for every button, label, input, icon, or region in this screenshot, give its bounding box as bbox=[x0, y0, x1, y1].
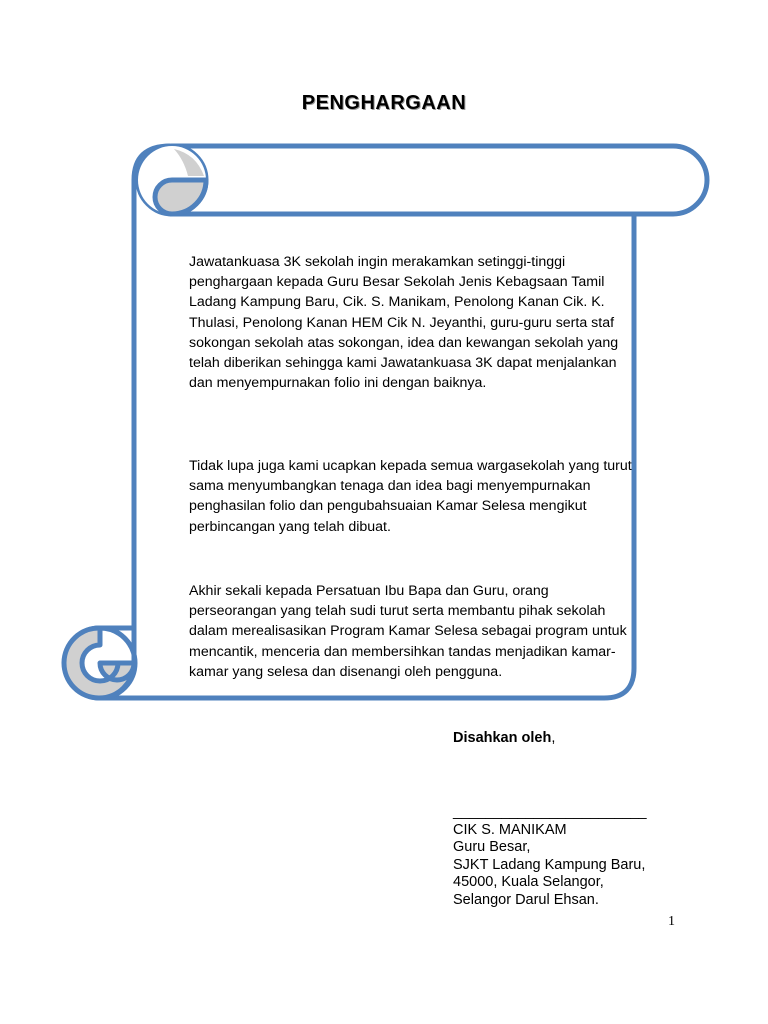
address-line-3: Selangor Darul Ehsan. bbox=[453, 891, 599, 908]
address-line-1: SJKT Ladang Kampung Baru, bbox=[453, 856, 646, 873]
paragraph-2: Tidak lupa juga kami ucapkan kepada semua wargasekolah yang turut sama menyumbangkan tenaga dan idea bagi menyempurnakan penghasilan folio dan pengubahsuaian Kamar Selesa mengikut perbincangan yang telah dibuat. bbox=[189, 458, 632, 535]
paragraph-1: Jawatankuasa 3K sekolah ingin merakamkan setinggi-tinggi penghargaan kepada Guru Besar Sekolah Jenis Kebagsaan Tamil Ladang Kampung Baru, Cik. S. Manikam, Penolong Kanan Cik. K. Thulasi, Penolong Kanan HEM Cik N. Jeyanthi, guru-guru serta staf sokongan sekolah atas sokongan, idea dan kewangan sekolah yang telah diberikan sehingga kami Jawatankuasa 3K dapat menjalankan dan menyempurnakan folio ini dengan baiknya. bbox=[189, 254, 619, 392]
signatory-name: CIK S. MANIKAM bbox=[453, 821, 567, 838]
paragraph-3: Akhir sekali kepada Persatuan Ibu Bapa dan Guru, orang perseorangan yang telah sudi turut serta membantu pihak sekolah dalam merealisasikan Program Kamar Selesa sebagai program untuk mencantik, menceria dan membersihkan tandas menjadikan kamar-kamar yang selesa dan disenangi oleh pengguna. bbox=[189, 583, 627, 680]
approval-label-bold: Disahkan oleh bbox=[453, 730, 552, 746]
signatory-position: Guru Besar, bbox=[453, 839, 531, 855]
signature-line: ________________________ bbox=[453, 804, 647, 820]
page-number: 1 bbox=[668, 914, 675, 929]
scroll-top-roll bbox=[172, 146, 707, 214]
approval-label-suffix: , bbox=[551, 730, 556, 746]
address-line-2: 45000, Kuala Selangor, bbox=[453, 874, 604, 890]
approval-label bbox=[453, 730, 555, 746]
signature-block bbox=[453, 804, 647, 909]
page-title: PENGHARGAAN bbox=[301, 92, 467, 114]
